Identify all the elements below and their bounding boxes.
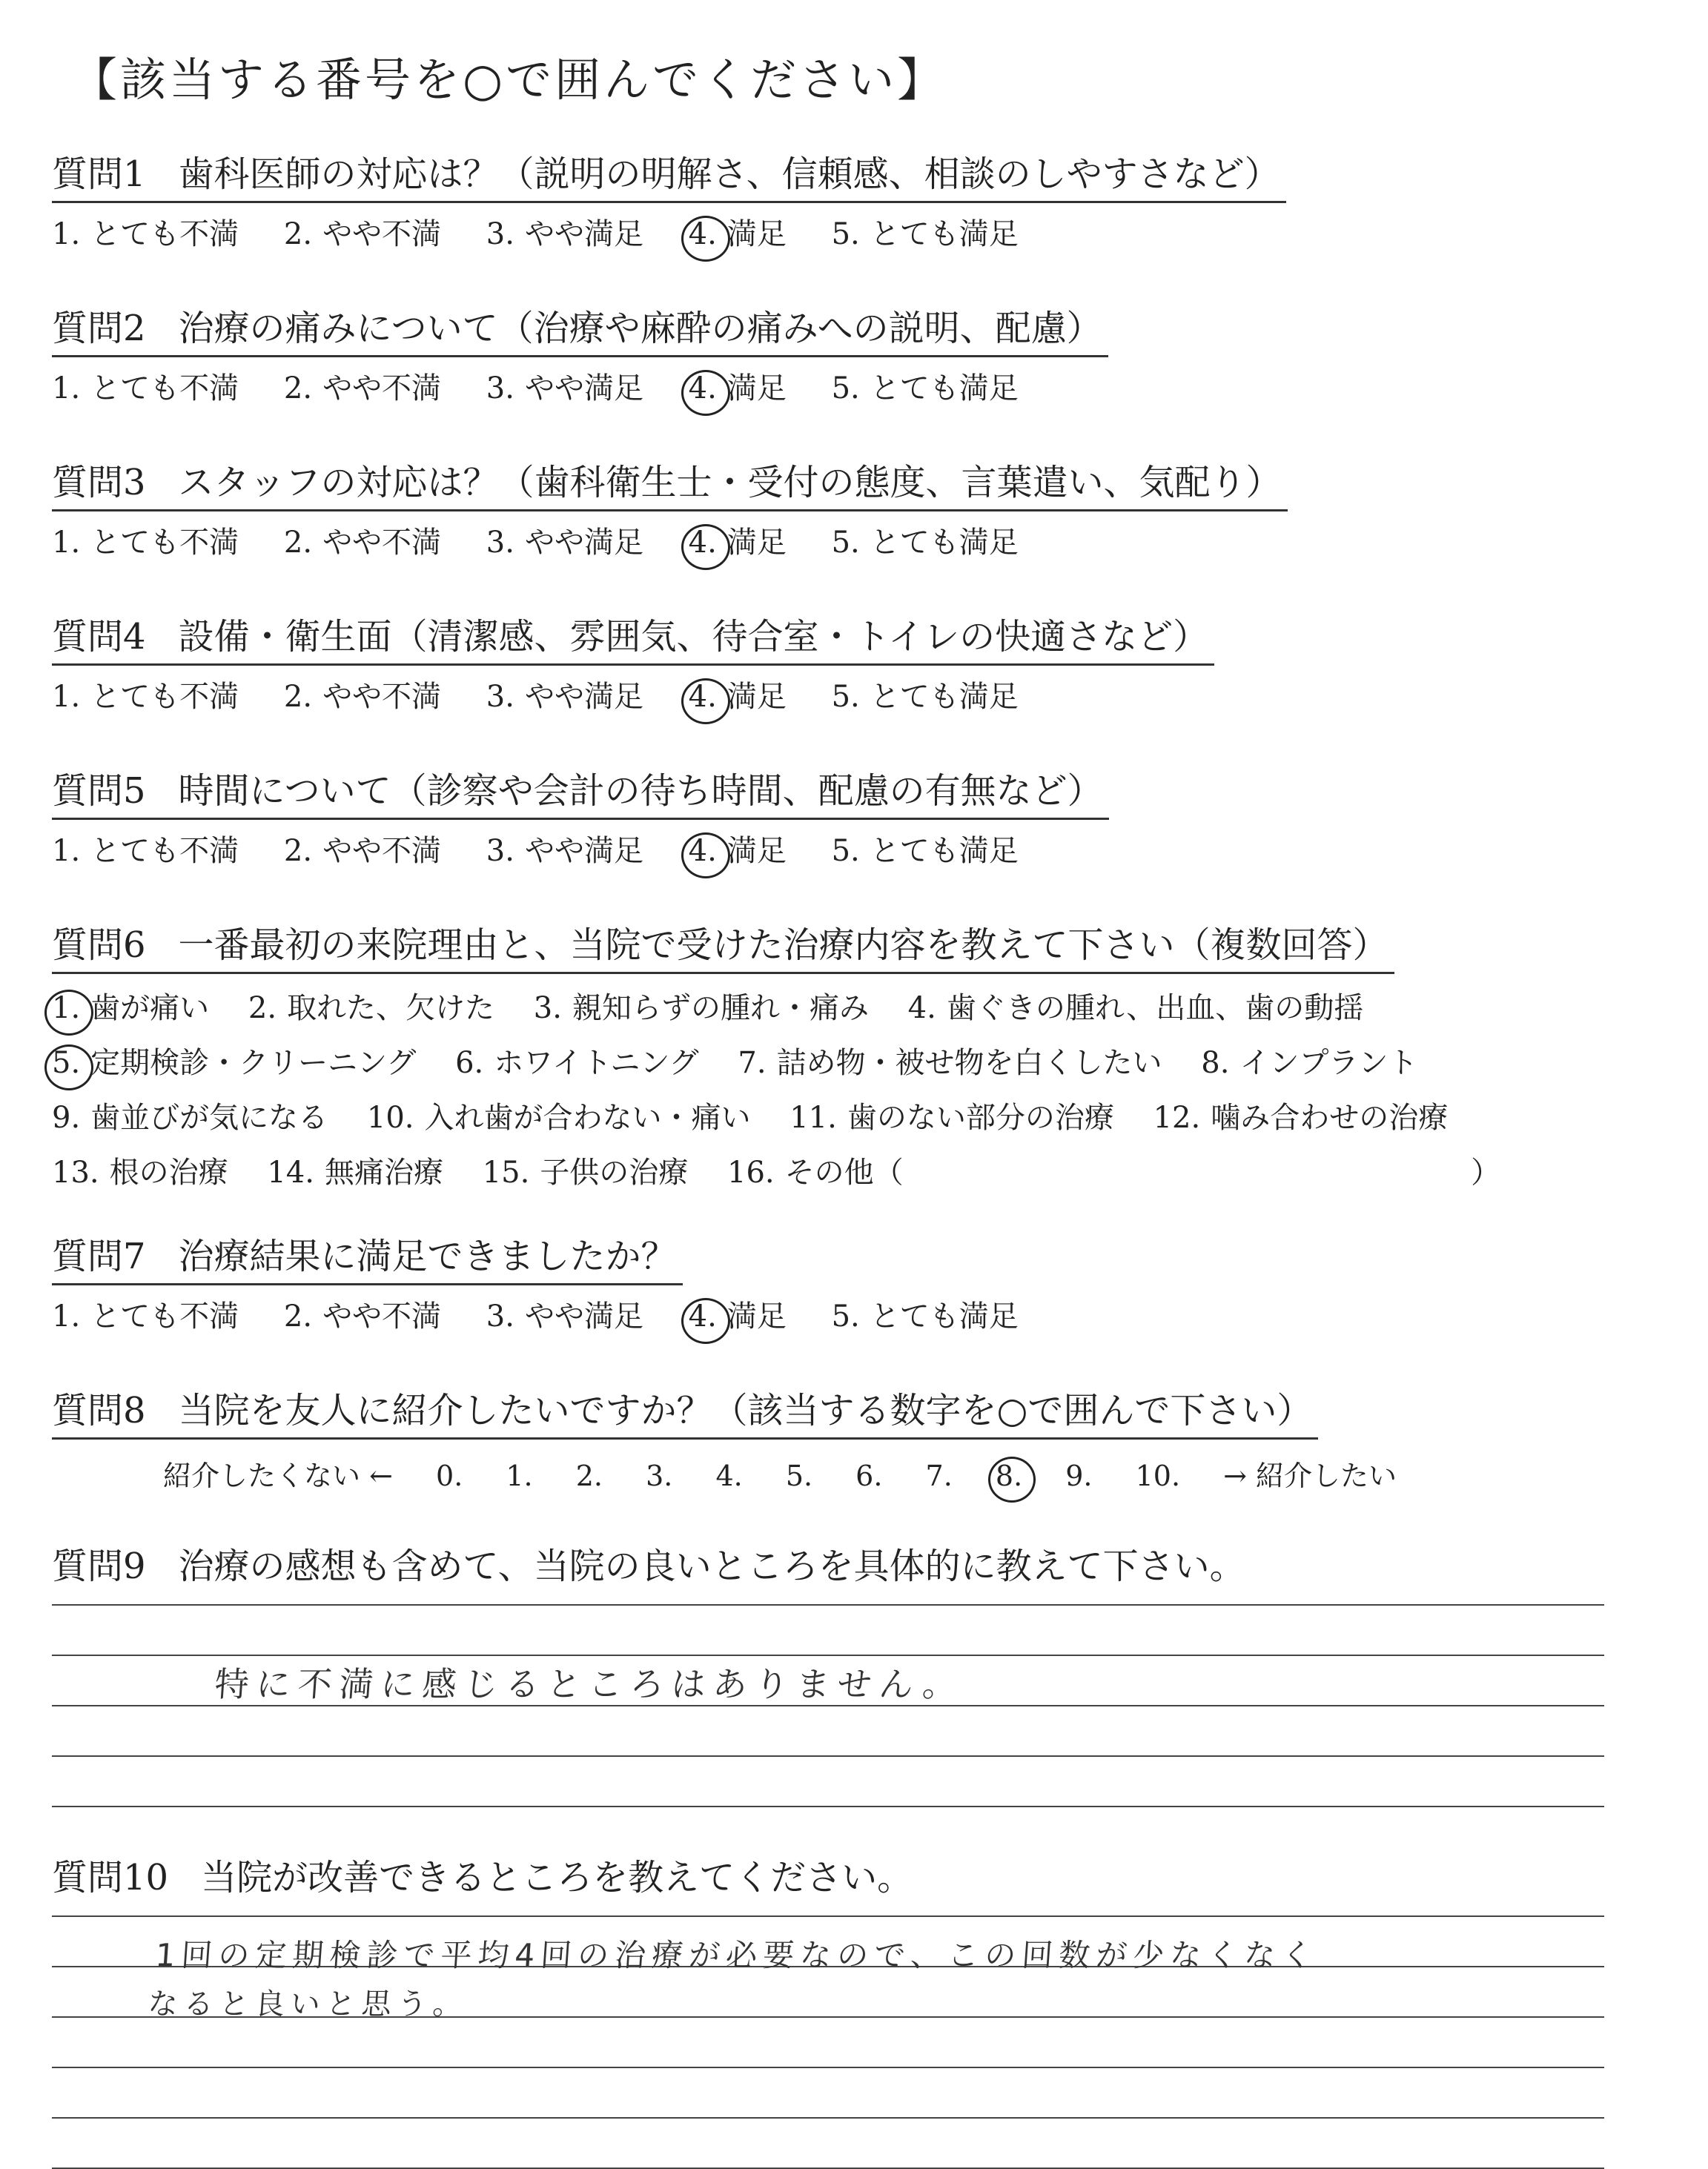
answer-9-handwriting: 特に不満に感じるところはありません。 (213, 1664, 966, 1704)
answer-line (52, 1867, 1604, 1917)
reason-options-row-4 (52, 1149, 1500, 1193)
option-3[interactable]: 3. やや満足 (486, 526, 643, 560)
question-2-heading (52, 299, 1108, 357)
question-6 (52, 916, 1500, 1193)
rating-options (52, 1293, 1054, 1335)
option-2[interactable]: 2. やや不満 (283, 1299, 442, 1334)
option-5[interactable]: 5. とても満足 (831, 371, 1019, 405)
reason-option-5-selected[interactable]: 5. 定期検診・クリーニング (52, 1046, 417, 1080)
option-1[interactable]: 1. とても不満 (52, 371, 239, 405)
reason-option-3[interactable]: 3. 親知らずの腫れ・痛み (533, 991, 869, 1025)
answer-line (52, 2018, 1604, 2068)
rating-options (52, 827, 1109, 870)
question-text: 歯科医師の対応は？（説明の明解さ、信頼感、相談のしやすさなど） (178, 153, 1280, 195)
question-1 (52, 145, 1286, 253)
reason-option-9[interactable]: 9. 歯並びが気になる (52, 1101, 328, 1135)
answer-line (52, 1606, 1604, 1656)
reason-option-7[interactable]: 7. 詰め物・被せ物を白くしたい (738, 1046, 1162, 1080)
option-5[interactable]: 5. とても満足 (831, 526, 1019, 560)
question-number: 質問8 (52, 1390, 146, 1431)
question-text: 設備・衛生面（清潔感、雰囲気、待合室・トイレの快適さなど） (178, 616, 1209, 658)
question-2 (52, 299, 1108, 407)
option-5[interactable]: 5. とても満足 (831, 217, 1019, 251)
option-3[interactable]: 3. やや満足 (486, 834, 643, 868)
reason-option-2[interactable]: 2. 取れた、欠けた (248, 991, 495, 1025)
option-4-selected[interactable]: 4. 満足 (688, 217, 787, 251)
option-1[interactable]: 1. とても不満 (52, 1299, 239, 1334)
question-text: 当院を友人に紹介したいですか？（該当する数字を○で囲んで下さい） (178, 1390, 1313, 1431)
question-number: 質問3 (52, 462, 146, 503)
reason-option-15[interactable]: 15. 子供の治療 (482, 1156, 689, 1190)
question-8-heading (52, 1382, 1318, 1440)
answer-10-handwriting-line-2: なると良いと思う。 (147, 1987, 470, 2021)
option-4-selected[interactable]: 4. 満足 (688, 371, 787, 405)
reason-option-11[interactable]: 11. 歯のない部分の治療 (790, 1101, 1114, 1135)
question-1-heading (52, 145, 1286, 203)
question-text: スタッフの対応は？（歯科衛生士・受付の態度、言葉遣い、気配り） (178, 462, 1282, 503)
question-text: 治療の痛みについて（治療や麻酔の痛みへの説明、配慮） (178, 308, 1102, 349)
question-number: 質問4 (52, 616, 146, 658)
scale-4[interactable]: 4. (715, 1460, 743, 1492)
scale-0[interactable]: 0. (436, 1460, 463, 1492)
scale-10[interactable]: 10. (1135, 1460, 1181, 1492)
option-3[interactable]: 3. やや満足 (486, 217, 643, 251)
answer-line (52, 2068, 1604, 2119)
reason-option-10[interactable]: 10. 入れ歯が合わない・痛い (366, 1101, 751, 1135)
reason-options-row-1 (52, 984, 1500, 1029)
option-5[interactable]: 5. とても満足 (831, 834, 1019, 868)
option-4-selected[interactable]: 4. 満足 (688, 1299, 787, 1334)
option-2[interactable]: 2. やや不満 (283, 217, 442, 251)
question-4 (52, 608, 1214, 715)
reason-option-14[interactable]: 14. 無痛治療 (267, 1156, 443, 1190)
option-5[interactable]: 5. とても満足 (831, 680, 1019, 714)
option-2[interactable]: 2. やや不満 (283, 680, 442, 714)
option-1[interactable]: 1. とても不満 (52, 526, 239, 560)
reason-options-row-3 (52, 1094, 1500, 1139)
rating-options (52, 673, 1214, 715)
question-3 (52, 454, 1288, 561)
question-5-heading (52, 762, 1109, 820)
rating-options (52, 519, 1288, 561)
scale-left-label: 紹介したくない ← (163, 1460, 393, 1492)
scale-1[interactable]: 1. (506, 1460, 533, 1492)
option-1[interactable]: 1. とても不満 (52, 834, 239, 868)
question-number: 質問2 (52, 308, 146, 349)
question-4-heading (52, 608, 1214, 666)
answer-line (52, 1555, 1604, 1606)
reason-option-13[interactable]: 13. 根の治療 (52, 1156, 228, 1190)
scale-9[interactable]: 9. (1065, 1460, 1093, 1492)
scale-7[interactable]: 7. (925, 1460, 953, 1492)
option-3[interactable]: 3. やや満足 (486, 1299, 643, 1334)
reason-option-16[interactable]: 16. その他（ (727, 1156, 904, 1190)
option-2[interactable]: 2. やや不満 (283, 526, 442, 560)
close-paren: ） (1471, 1156, 1501, 1190)
scale-2[interactable]: 2. (575, 1460, 603, 1492)
option-3[interactable]: 3. やや満足 (486, 371, 643, 405)
option-5[interactable]: 5. とても満足 (831, 1299, 1019, 1334)
answer-line (52, 1757, 1604, 1807)
question-number: 質問1 (52, 153, 146, 195)
question-number: 質問7 (52, 1236, 146, 1277)
option-2[interactable]: 2. やや不満 (283, 834, 442, 868)
question-text: 治療結果に満足できましたか？ (178, 1236, 677, 1277)
question-8 (52, 1382, 1431, 1494)
scale-6[interactable]: 6. (855, 1460, 883, 1492)
question-text: 治療の感想も含めて、当院の良いところを具体的に教えて下さい。 (178, 1546, 1245, 1587)
option-1[interactable]: 1. とても不満 (52, 217, 239, 251)
question-5 (52, 762, 1109, 870)
reason-option-6[interactable]: 6. ホワイトニング (455, 1046, 699, 1080)
option-4-selected[interactable]: 4. 満足 (688, 526, 787, 560)
scale-right-label: → 紹介したい (1223, 1460, 1397, 1492)
scale-8-selected[interactable]: 8. (995, 1460, 1023, 1492)
question-number: 質問6 (52, 924, 146, 966)
option-4-selected[interactable]: 4. 満足 (688, 680, 787, 714)
referral-scale (52, 1453, 1431, 1494)
question-number: 質問5 (52, 770, 146, 812)
question-text: 当院が改善できるところを教えてください。 (201, 1857, 913, 1898)
reason-option-12[interactable]: 12. 噛み合わせの治療 (1153, 1101, 1449, 1135)
option-4-selected[interactable]: 4. 満足 (688, 834, 787, 868)
scale-5[interactable]: 5. (785, 1460, 813, 1492)
scale-3[interactable]: 3. (646, 1460, 673, 1492)
question-7 (52, 1228, 1054, 1335)
answer-10-handwriting-line-1: 1回の定期検診で平均4回の治療が必要なので、この回数が少なくなく (154, 1937, 1320, 1973)
question-text: 一番最初の来院理由と、当院で受けた治療内容を教えて下さい（複数回答） (178, 924, 1388, 966)
option-1[interactable]: 1. とても不満 (52, 680, 239, 714)
question-7-heading (52, 1228, 683, 1285)
reason-option-1-selected[interactable]: 1. 歯が痛い (52, 991, 210, 1025)
rating-options (52, 365, 1108, 407)
question-number: 質問9 (52, 1546, 146, 1587)
reason-options-row-2 (52, 1039, 1500, 1084)
answer-line (52, 1706, 1604, 1757)
question-6-heading (52, 916, 1394, 974)
question-text: 時間について（診察や会計の待ち時間、配慮の有無など） (178, 770, 1103, 812)
page-title: 【該当する番号を○で囲んでください】 (71, 53, 947, 107)
option-3[interactable]: 3. やや満足 (486, 680, 643, 714)
reason-option-8[interactable]: 8. インプラント (1201, 1046, 1418, 1080)
rating-options (52, 211, 1286, 253)
answer-line (52, 2119, 1604, 2169)
reason-option-4[interactable]: 4. 歯ぐきの腫れ、出血、歯の動揺 (907, 991, 1364, 1025)
option-2[interactable]: 2. やや不満 (283, 371, 442, 405)
question-number: 質問10 (52, 1857, 169, 1898)
question-3-heading (52, 454, 1288, 511)
